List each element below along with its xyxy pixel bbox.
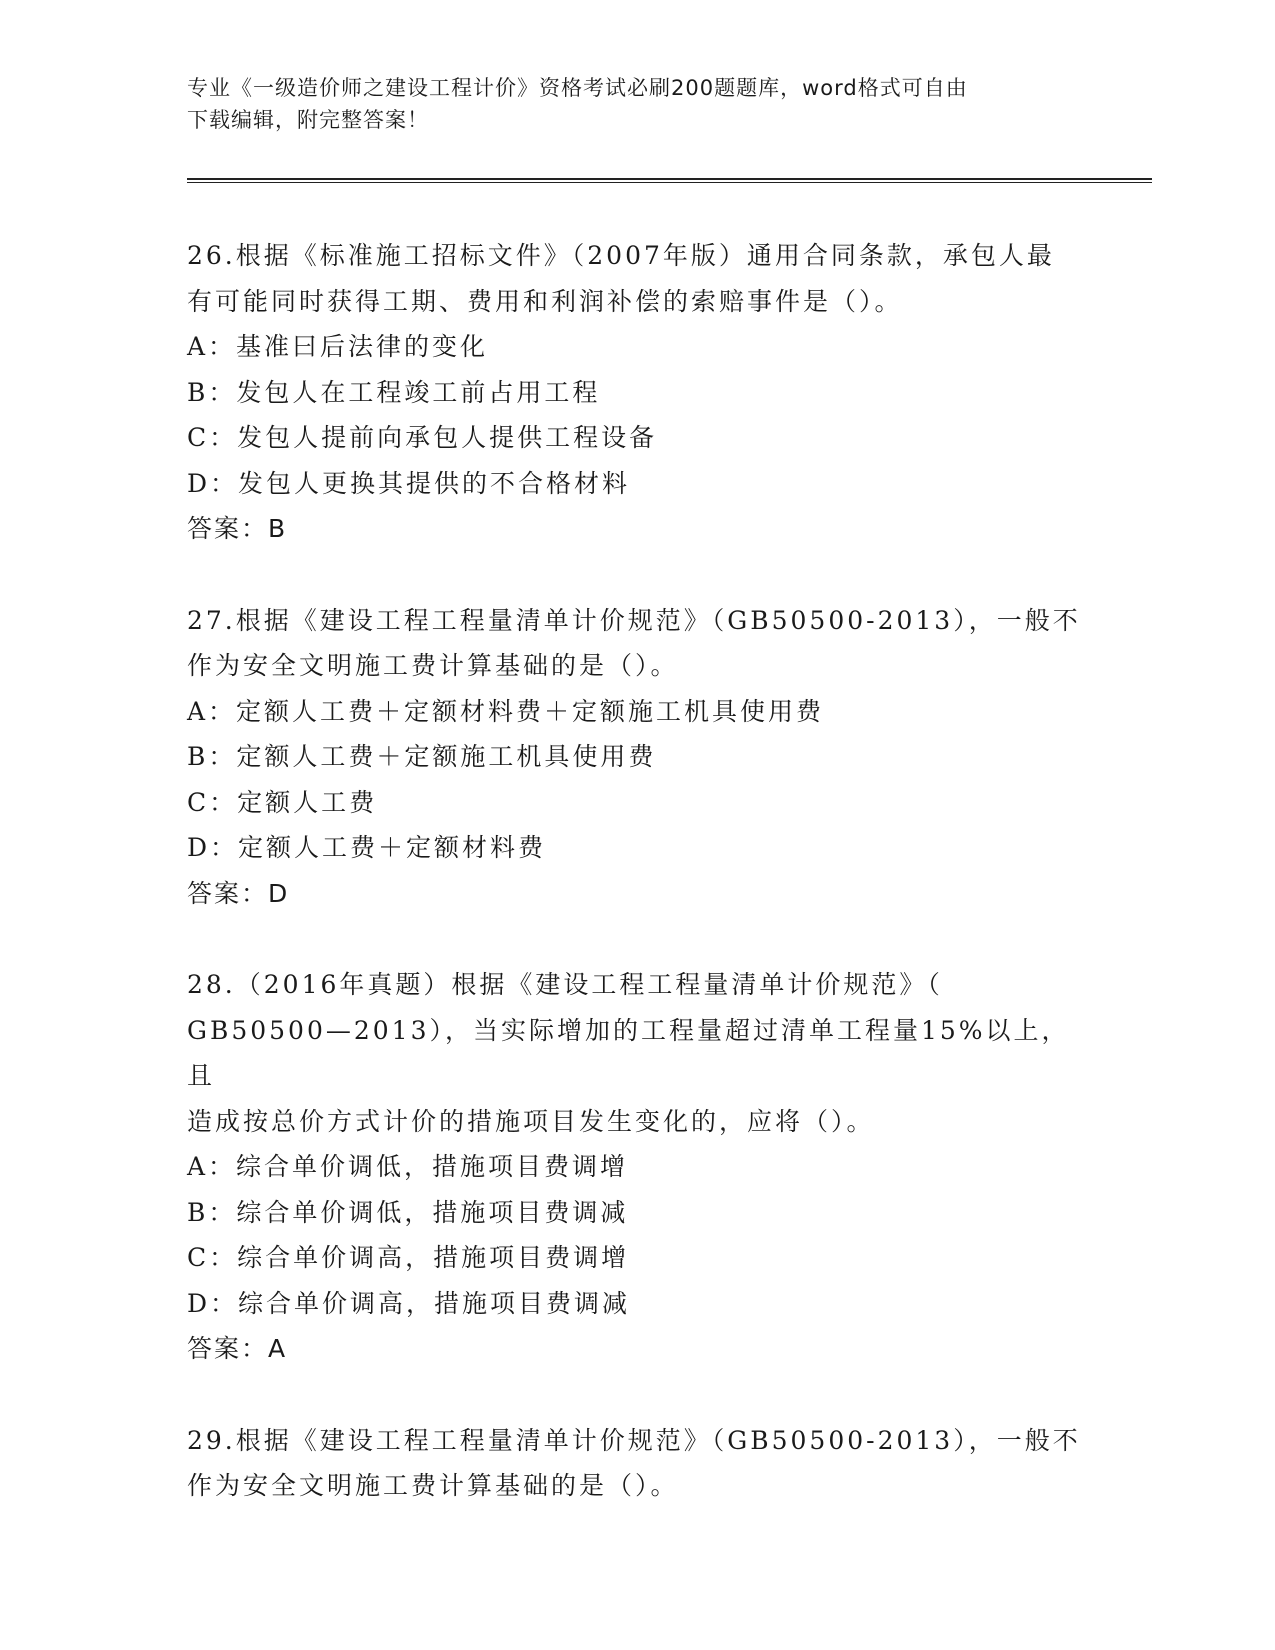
option-a: A：基准曰后法律的变化 xyxy=(187,332,489,361)
option-b: B：定额人工费＋定额施工机具使用费 xyxy=(187,742,657,771)
question-27 xyxy=(187,598,1152,917)
question-text-line: 作为安全文明施工费计算基础的是（）。 xyxy=(187,1471,679,1500)
question-text-line: 有可能同时获得工期、费用和利润补偿的索赔事件是（）。 xyxy=(187,286,903,316)
option-d: D：定额人工费＋定额材料费 xyxy=(187,833,547,862)
option-b: B：发包人在工程竣工前占用工程 xyxy=(187,377,601,407)
option-c: C：发包人提前向承包人提供工程设备 xyxy=(187,423,658,452)
answer: 答案：B xyxy=(187,514,288,543)
option-c: C：定额人工费 xyxy=(187,787,378,817)
question-29 xyxy=(187,1418,1152,1509)
answer: 答案：A xyxy=(187,1334,288,1363)
question-list xyxy=(187,233,1152,1555)
question-text-line: 29.根据《建设工程工程量清单计价规范》（GB50500-2013），一般不 xyxy=(187,1425,1081,1455)
option-b: B：综合单价调低，措施项目费调减 xyxy=(187,1197,629,1227)
document-header xyxy=(187,72,1067,136)
option-a: A：定额人工费＋定额材料费＋定额施工机具使用费 xyxy=(187,696,825,726)
question-text-line: 作为安全文明施工费计算基础的是（）。 xyxy=(187,651,679,680)
question-text-line: GB50500—2013），当实际增加的工程量超过清单工程量15%以上，且 xyxy=(187,1015,1070,1090)
question-text-line: 28.（2016年真题）根据《建设工程工程量清单计价规范》（ xyxy=(187,970,943,999)
header-line-2: 下载编辑，附完整答案！ xyxy=(187,108,429,132)
option-d: D：发包人更换其提供的不合格材料 xyxy=(187,468,631,498)
option-c: C：综合单价调高，措施项目费调增 xyxy=(187,1243,630,1272)
question-text-line: 27.根据《建设工程工程量清单计价规范》（GB50500-2013），一般不 xyxy=(187,605,1081,635)
answer: 答案：D xyxy=(187,878,290,908)
option-a: A：综合单价调低，措施项目费调增 xyxy=(187,1152,629,1181)
header-divider xyxy=(187,178,1152,183)
question-text-line: 造成按总价方式计价的措施项目发生变化的，应将（）。 xyxy=(187,1106,875,1136)
question-text-line: 26.根据《标准施工招标文件》（2007年版）通用合同条款，承包人最 xyxy=(187,241,1055,270)
option-d: D：综合单价调高，措施项目费调减 xyxy=(187,1288,631,1318)
question-28 xyxy=(187,962,1152,1372)
header-line-1: 专业《一级造价师之建设工程计价》资格考试必刷200题题库，word格式可自由 xyxy=(187,76,968,100)
question-26 xyxy=(187,233,1152,552)
